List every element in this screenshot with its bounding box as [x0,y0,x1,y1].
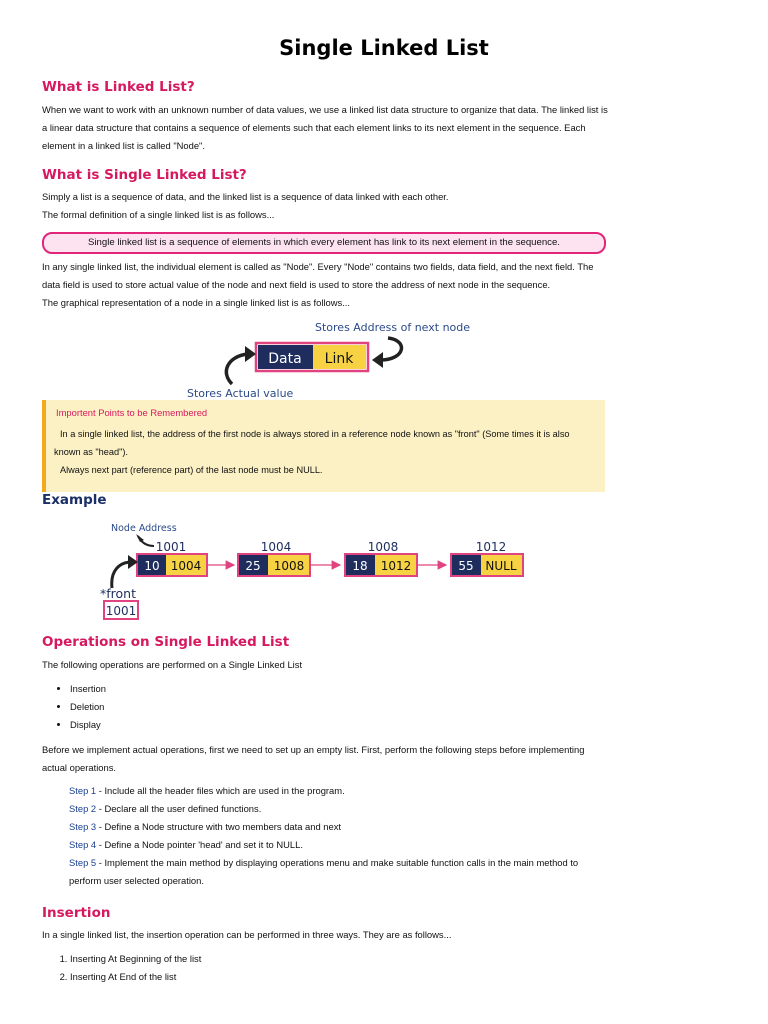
arrow-head-right-icon [372,352,383,368]
front-label: *front [100,586,136,601]
step-5 [69,854,607,890]
step-4-label: Step 4 [69,839,97,850]
step-1 [69,782,607,800]
heading-insertion: Insertion [42,905,111,921]
step-4-text: - Define a Node pointer 'head' and set it to NULL. [96,839,303,850]
operation-item-insertion: • Insertion [70,680,106,698]
sll-line-1: Simply a list is a sequence of data, and the linked list is a sequence of data linked with each other. [42,191,449,202]
insertion-ways-list [52,950,201,986]
before-operations-paragraph: Before we implement actual operations, first we need to set up an empty list. First, perform the following steps before implementing actual operations. [42,744,585,773]
step-3 [69,818,607,836]
node-4-link: NULL [485,559,517,573]
formal-definition-box: Single linked list is a sequence of elements in which every element has link to its next element in the sequence. [42,232,606,254]
step-2-label: Step 2 [69,803,97,814]
node-3-link: 1012 [380,559,412,573]
node-fields-paragraph: In any single linked list, the individual element is called as "Node". Every "Node" contains two fields, data field, and the next field. The data field is used to store actual value of the node and next field is used to store the address of next node in the sequence. [42,261,594,290]
node-2-address: 1004 [260,540,292,554]
step-5-label: Step 5 [69,857,97,868]
node-data-caption: Stores Actual value [187,387,294,400]
example-linked-list-diagram [96,518,536,622]
curly-arrow-right-icon [380,338,401,360]
step-2 [69,800,607,818]
node-4-address: 1012 [475,540,507,554]
node-2-link: 1008 [273,559,305,573]
heading-operations: Operations on Single Linked List [42,634,290,650]
node-1-link: 1004 [170,559,202,573]
step-1-text: - Include all the header files which are used in the program. [96,785,345,796]
node-3-data: 18 [352,559,368,573]
step-4 [69,836,607,854]
step-3-label: Step 3 [69,821,97,832]
graphical-representation-line: The graphical representation of a node in a single linked list is as follows... [42,297,350,308]
node-link-label: Link [324,351,354,367]
page-title: Single Linked List [279,36,489,60]
note-title: Importent Points to be Remembered [56,407,208,418]
step-2-text: - Declare all the user defined functions. [96,803,262,814]
address-pointer-head-icon [136,534,144,542]
insertion-intro: In a single linked list, the insertion operation can be performed in three ways. They are as follows... [42,929,452,940]
node-3-address: 1008 [367,540,399,554]
node-1-address: 1001 [155,540,187,554]
important-points-box [42,400,605,492]
heading-what-is-single-linked-list: What is Single Linked List? [42,167,247,183]
node-1-data: 10 [144,559,160,573]
step-3-text: - Define a Node structure with two members data and next [96,821,342,832]
heading-example: Example [42,492,107,508]
insertion-way-2: 2. Inserting At End of the list [70,968,201,986]
step-5-text: - Implement the main method by displaying operations menu and make suitable function calls in the main method to perform user selected operation. [69,857,579,886]
node-link-caption: Stores Address of next node [315,321,471,334]
operation-item-deletion: • Deletion [70,698,106,716]
node-diagram [170,316,490,402]
note-line-1a: In a single linked list, the address of the first node is always stored in a reference node known as "front" (Some times it is also [60,429,570,439]
note-line-1b: known as "head"). [54,447,128,457]
operations-intro: The following operations are performed on a Single Linked List [42,659,303,670]
node-4-data: 55 [458,559,474,573]
note-line-2: Always next part (reference part) of the last node must be NULL. [60,465,323,475]
operation-item-display: • Display [70,716,106,734]
setup-steps-list [69,782,607,890]
node-data-label: Data [268,351,302,367]
linked-list-definition-paragraph: When we want to work with an unknown number of data values, we use a linked list data structure to organize that data. The linked list is a linear data structure that contains a sequence of elements such that each element links to its next element in the sequence. Each element in a linked list is called "Node". [42,104,608,151]
node-address-label: Node Address [111,523,177,534]
heading-what-is-linked-list: What is Linked List? [42,79,195,95]
front-value: 1001 [105,604,137,618]
sll-line-2: The formal definition of a single linked list is as follows... [42,209,275,220]
node-2-data: 25 [245,559,261,573]
curly-arrow-left-icon [226,354,248,384]
step-1-label: Step 1 [69,785,97,796]
arrow-head-left-icon [245,346,256,362]
insertion-way-1: 1. Inserting At Beginning of the list [70,950,201,968]
operations-list [58,680,106,734]
